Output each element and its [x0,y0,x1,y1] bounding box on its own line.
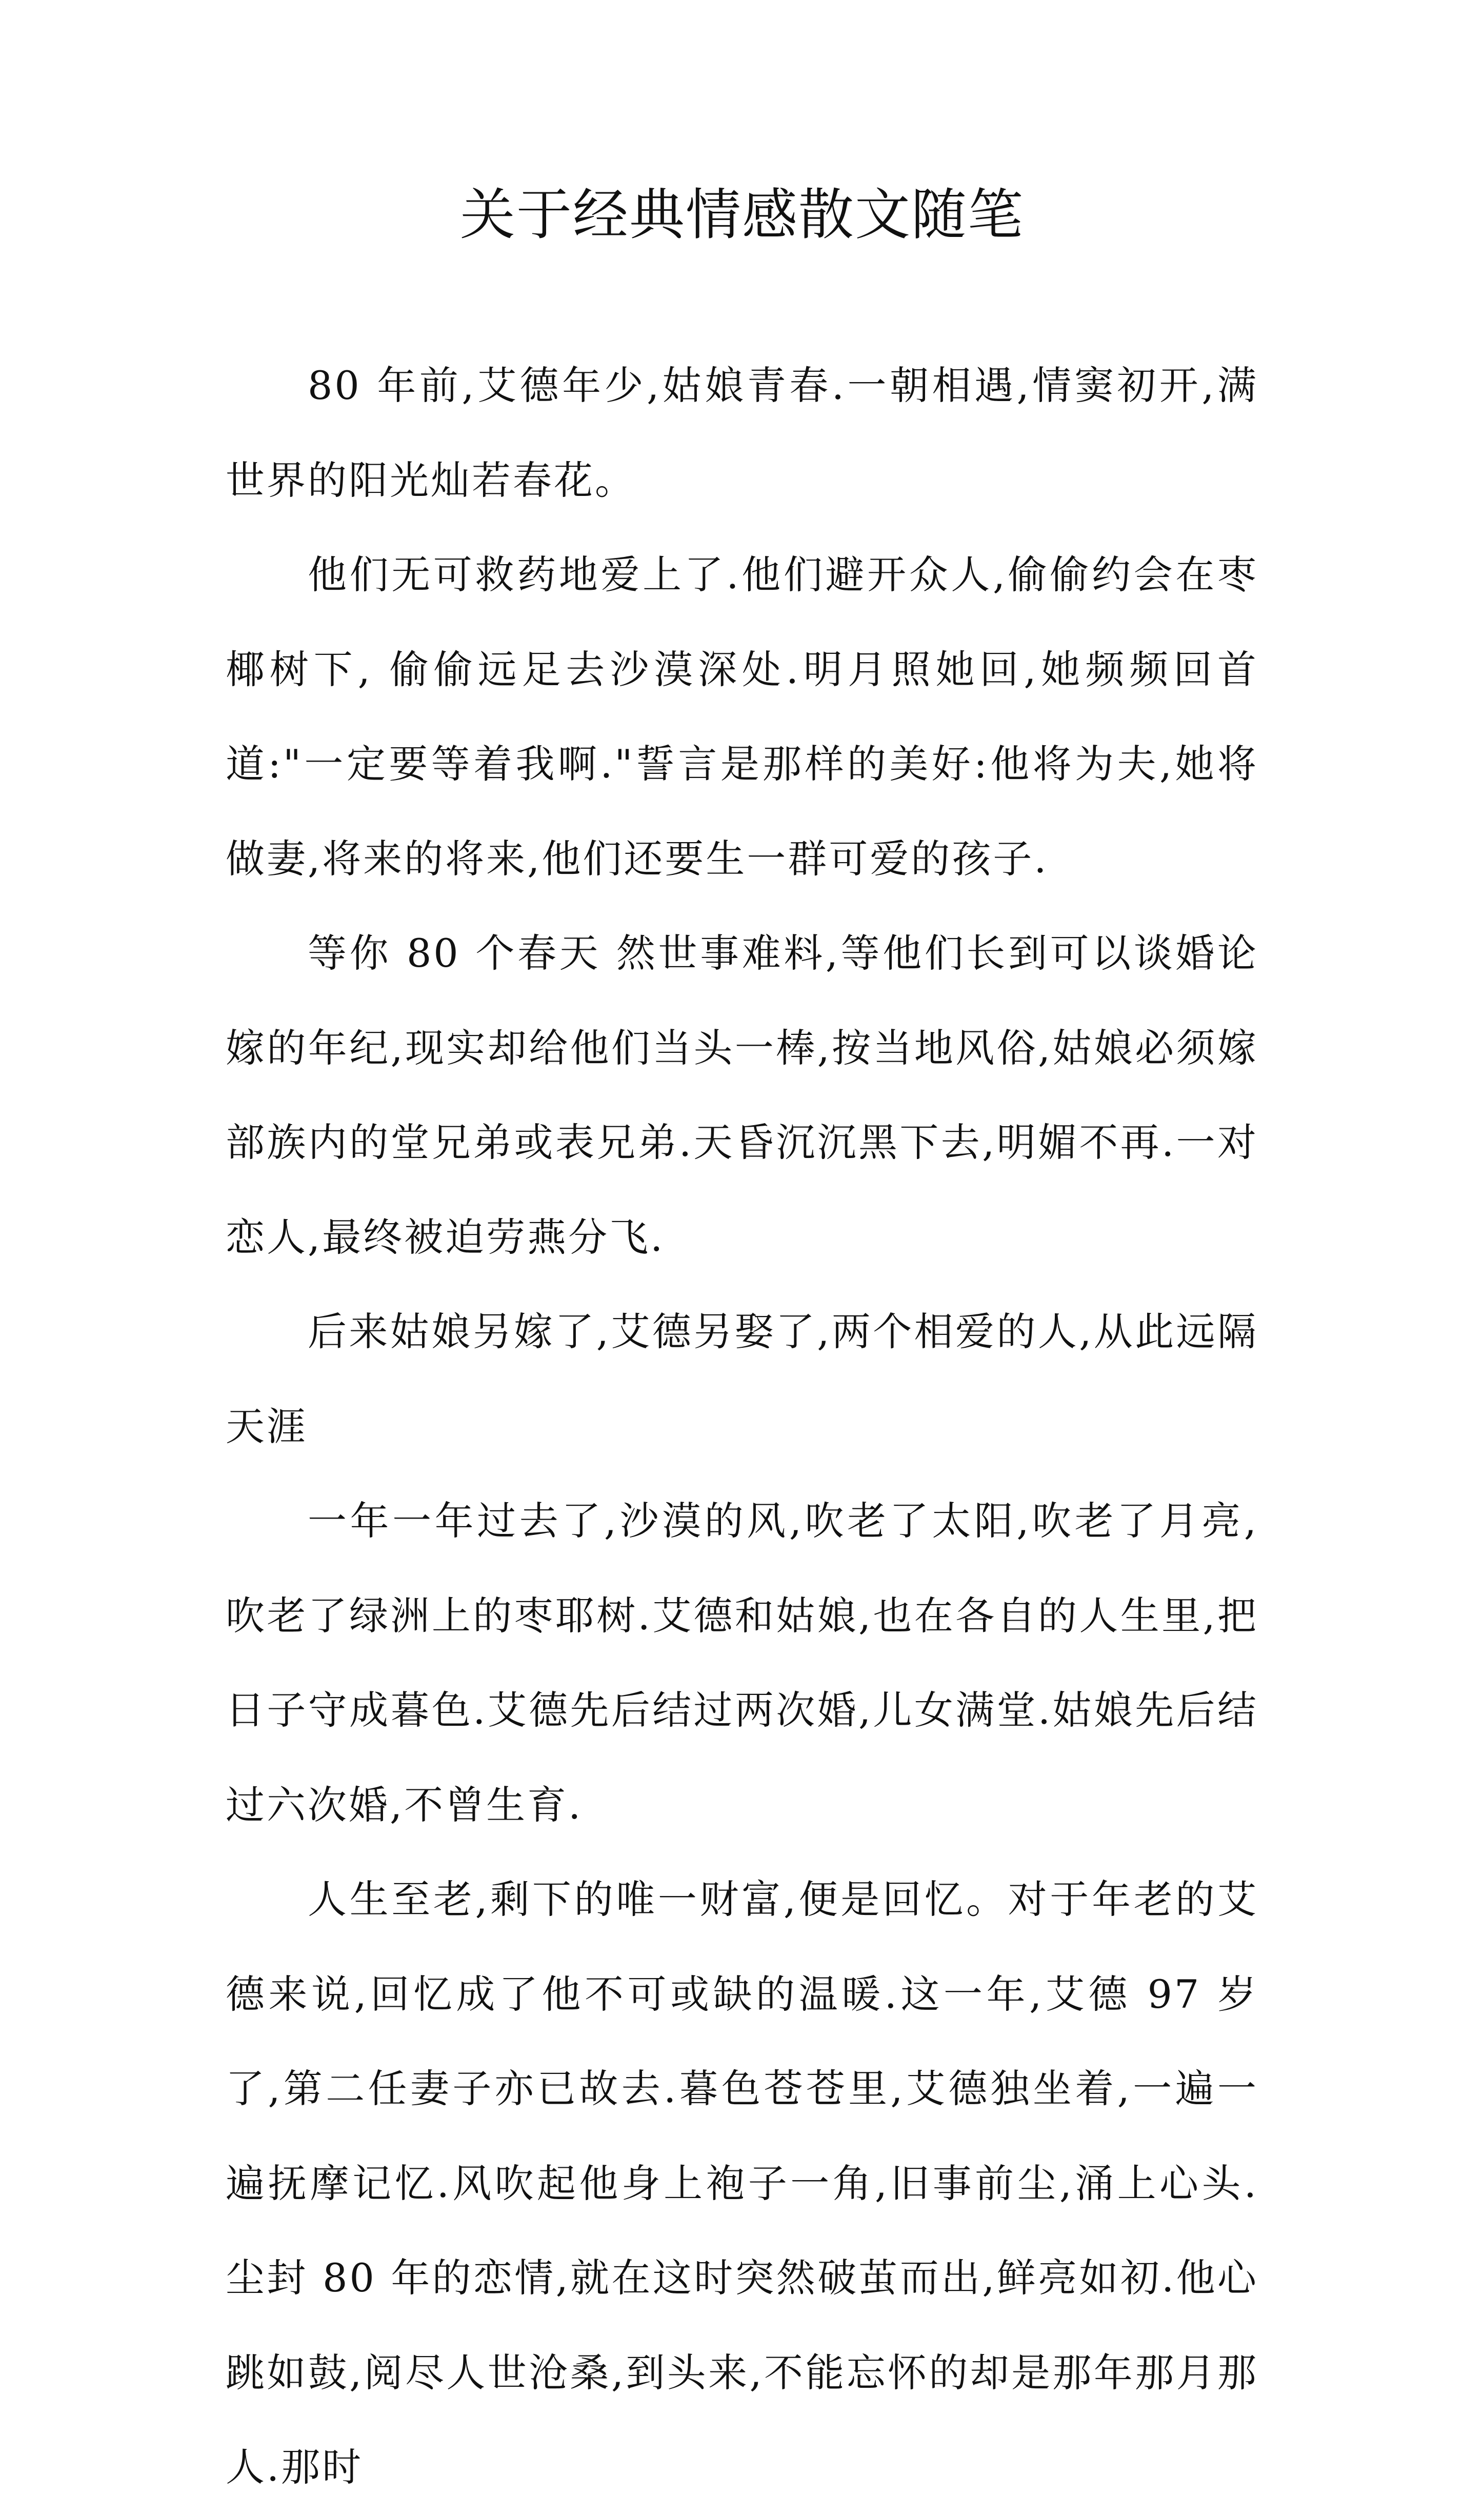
paragraph: 等你 80 个春天 然世事难料,等他们长到可以谈婚论嫁的年纪,现实却给他们当头一棒,按当地风俗,姑娘必须嫁部族内的堂兄弟或表兄弟.天昏沉沉黑下去,明媚不再.一对恋人,最终被迫劳燕分飞. [226,930,1258,1260]
paragraph: 后来姑娘另嫁了,艾德另娶了,两个相爱的人,从此远隔天涯 [226,1309,1258,1449]
paragraph: 人生至老,剩下的唯一财富,便是回忆。对于年老的艾德来说,回忆成了他不可或缺的温暖.这一年,艾德 97 岁了,第二任妻子亦已故去.暮色苍苍里,艾德独坐着,一遍一遍抚摩记忆.风吹起他身上袍子一角,旧事前尘,涌上心头.尘封 80 年的恋情,就在这时突然破茧而出,鲜亮如初.他心跳如鼓,阅尽人世沧桑,到头来,不能忘怀的却是那年那月那人.那时 [226,1877,1258,2490]
paragraph: 一年一年过去了,沙漠的风,吹老了太阳,吹老了月亮,吹老了绿洲上的枣耶树.艾德和姑娘,也在各自的人生里,把日子守成暮色.艾德先后结过两次婚,儿女满堂.姑娘先后结过六次婚,不曾生育. [226,1498,1258,1828]
paragraph: 他们无可救药地爱上了.他们避开众人,偷偷约会在枣椰树下, 偷偷远足去沙漠深处.明月照她回,她频频回首道:"一定要等着我啊."誓言是那样的美好:他将为夫,她将做妻,将来的将来,他们还要生一群可爱的孩子. [226,552,1258,882]
paragraph: 80 年前,艾德年少,姑娘青春.一朝相遇,情窦初开,满世界的阳光灿若春花。 [226,363,1258,503]
document-body [226,338,1258,2515]
document-title: 关于经典情感散文随笔 [459,183,1024,247]
